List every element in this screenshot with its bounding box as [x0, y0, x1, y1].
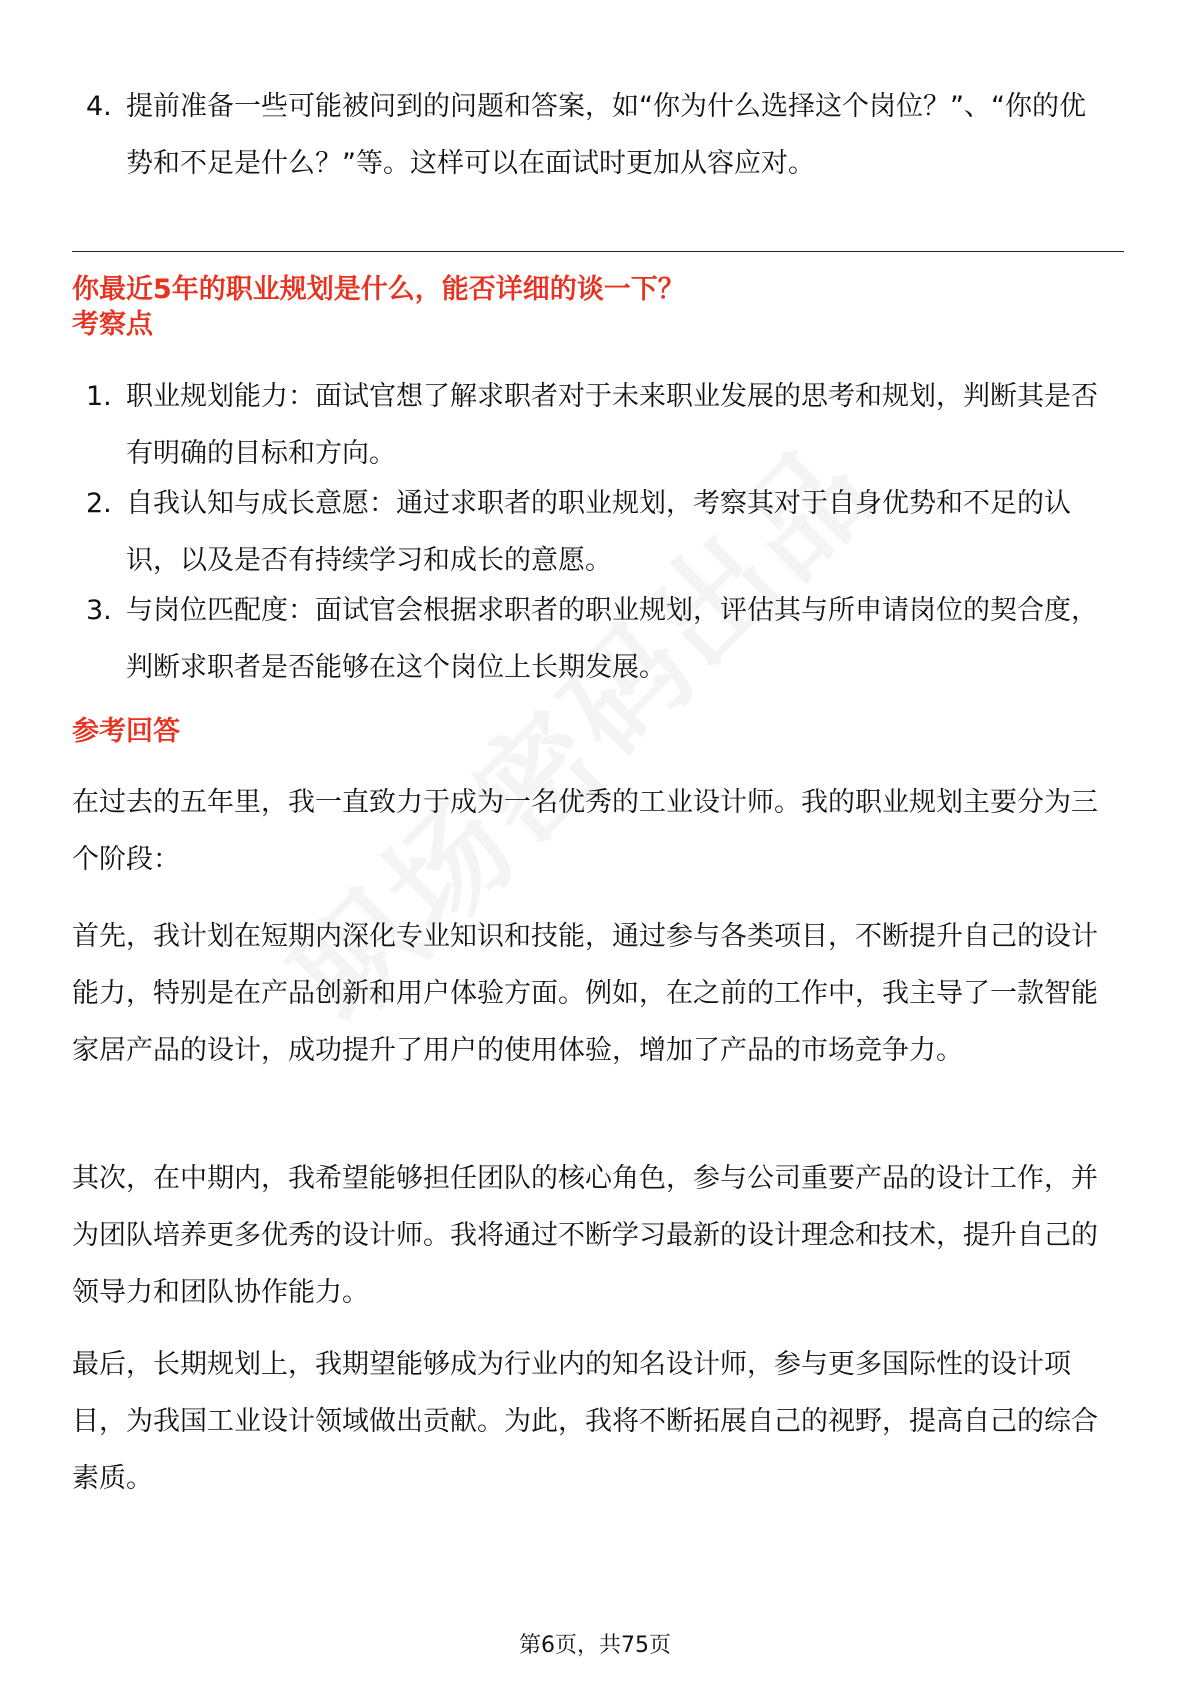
- question-heading: 你最近5年的职业规划是什么，能否详细的谈一下？: [72, 274, 685, 305]
- page-footer: 第6页，共75页: [519, 1633, 671, 1658]
- answer-paragraph: 其次，在中期内，我希望能够担任团队的核心角色，参与公司重要产品的设计工作，并为团队培养更多优秀的设计师。我将通过不断学习最新的设计理念和技术，提升自己的领导力和团队协作能力。: [72, 1163, 1098, 1308]
- list-item-text: 提前准备一些可能被问到的问题和答案，如“你为什么选择这个岗位？”、“你的优势和不足是什么？”等。这样可以在面试时更加从容应对。: [126, 91, 1086, 179]
- point-list-item: [72, 475, 1112, 589]
- section-divider: [72, 251, 1124, 252]
- list-item-text: 与岗位匹配度：面试官会根据求职者的职业规划，评估其与所申请岗位的契合度，判断求职者是否能够在这个岗位上长期发展。: [126, 595, 1098, 683]
- answer-paragraph: 在过去的五年里，我一直致力于成为一名优秀的工业设计师。我的职业规划主要分为三个阶段：: [72, 787, 1098, 875]
- list-item-number: 4.: [86, 91, 112, 122]
- list-item-number: 1.: [86, 381, 112, 412]
- list-item-text: 自我认知与成长意愿：通过求职者的职业规划，考察其对于自身优势和不足的认识，以及是否有持续学习和成长的意愿。: [126, 488, 1071, 576]
- points-section-title: 考察点: [72, 309, 153, 340]
- point-list-item: [72, 582, 1112, 696]
- answer-paragraph: 最后，长期规划上，我期望能够成为行业内的知名设计师，参与更多国际性的设计项目，为我国工业设计领域做出贡献。为此，我将不断拓展自己的视野，提高自己的综合素质。: [72, 1349, 1098, 1494]
- list-item-text: 职业规划能力：面试官想了解求职者对于未来职业发展的思考和规划，判断其是否有明确的目标和方向。: [126, 381, 1098, 469]
- answer-paragraph: 首先，我计划在短期内深化专业知识和技能，通过参与各类项目，不断提升自己的设计能力，特别是在产品创新和用户体验方面。例如，在之前的工作中，我主导了一款智能家居产品的设计，成功提升了用户的使用体验，增加了产品的市场竞争力。: [72, 921, 1098, 1066]
- intro-list-item: [72, 78, 1112, 192]
- list-item-number: 2.: [86, 488, 112, 519]
- point-list-item: [72, 368, 1112, 482]
- list-item-number: 3.: [86, 595, 112, 626]
- answer-section-title: 参考回答: [72, 716, 180, 747]
